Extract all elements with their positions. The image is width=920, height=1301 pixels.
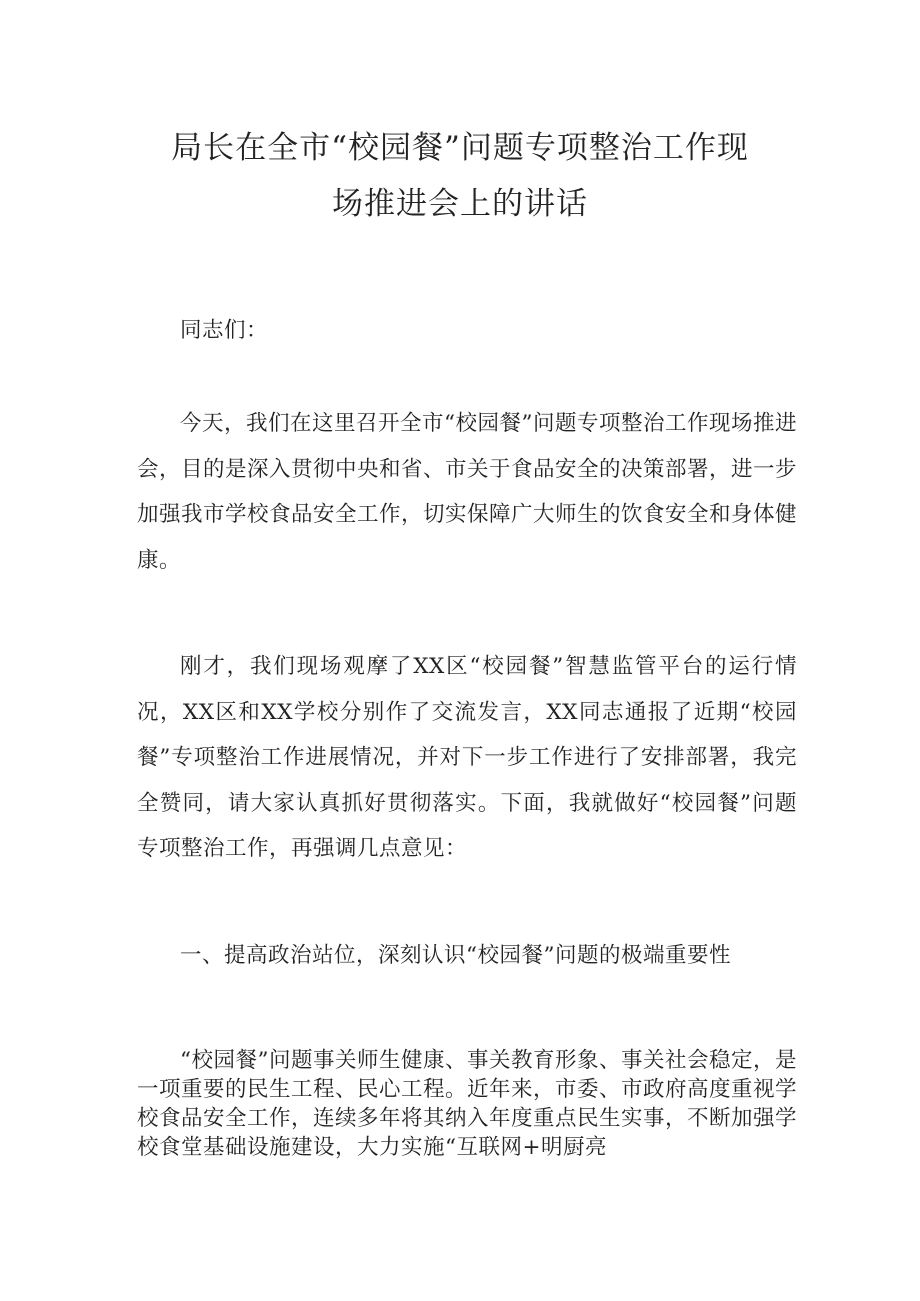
paragraph-opening: 今天，我们在这里召开全市“校园餐”问题专项整治工作现场推进会，目的是深入贯彻中央和省、市关于食品安全的决策部署，进一步加强我市学校食品安全工作，切实保障广大师生的饮食安全和身体健康。 bbox=[137, 411, 798, 573]
paragraph-section-1: “校园餐”问题事关师生健康、事关教育形象、事关社会稳定，是一项重要的民生工程、民心工程。近年来，市委、市政府高度重视学校食品安全工作，连续多年将其纳入年度重点民生实事，不断加强学校食堂基础设施建设，大力实施“互联网+明厨亮 bbox=[137, 1048, 798, 1160]
document-title-line-1: 局长在全市“校园餐”问题专项整治工作现 bbox=[171, 130, 749, 166]
section-heading-1: 一、提高政治站位，深刻认识“校园餐”问题的极端重要性 bbox=[180, 943, 731, 968]
salutation: 同志们： bbox=[180, 318, 269, 343]
paragraph-review: 刚才，我们现场观摩了XX区“校园餐”智慧监管平台的运行情况，XX区和XX学校分别作了交流发言，XX同志通报了近期“校园餐”专项整治工作进展情况，并对下一步工作进行了安排部署，我完全赞同，请大家认真抓好贯彻落实。下面，我就做好“校园餐”问题专项整治工作，再强调几点意见： bbox=[137, 654, 797, 861]
document-title-line-2: 场推进会上的讲话 bbox=[332, 186, 588, 222]
